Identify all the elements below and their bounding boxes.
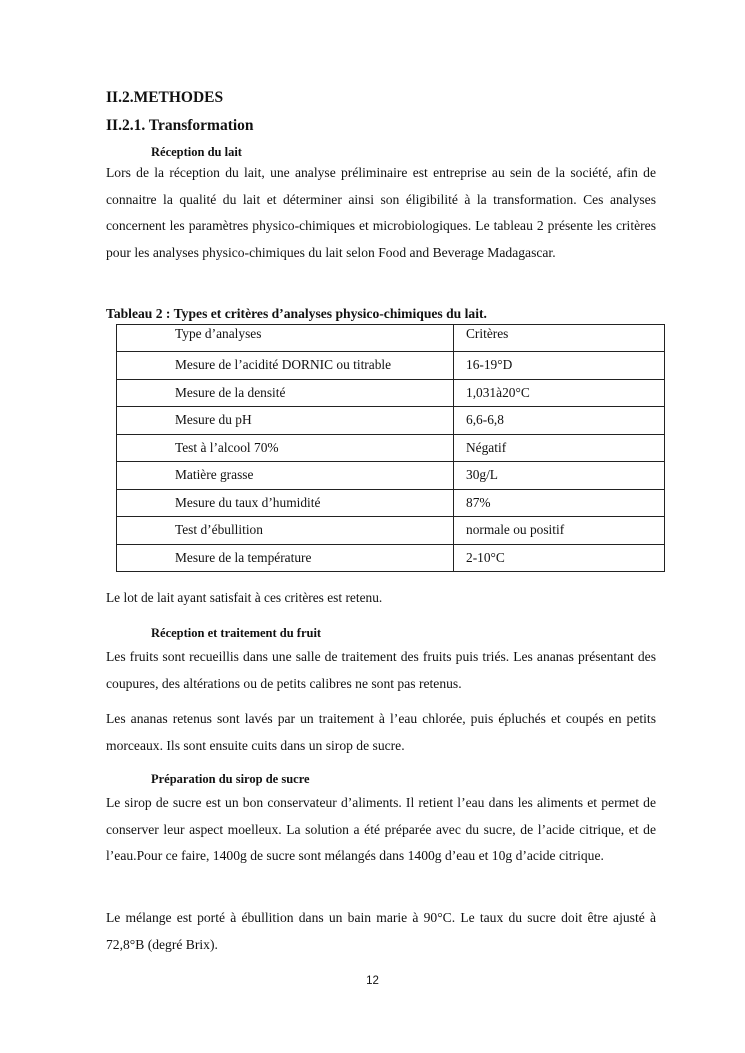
criterion-cell: 16-19°D xyxy=(454,352,665,380)
table-header-row xyxy=(117,325,665,352)
table-row xyxy=(117,489,665,517)
reception-fruit-paragraph-2: Les ananas retenus sont lavés par un traitement à l’eau chlorée, puis épluchés et coupés en petits morceaux. Ils sont ensuite cuits dans un sirop de sucre. xyxy=(106,711,656,753)
criteria-table xyxy=(116,324,665,572)
criterion-cell: 6,6-6,8 xyxy=(454,407,665,435)
table-row xyxy=(117,434,665,462)
reception-fruit-heading: Réception et traitement du fruit xyxy=(151,626,322,640)
table-row xyxy=(117,407,665,435)
analysis-type-cell: Mesure de la température xyxy=(117,544,454,572)
criterion-cell: 1,031à20°C xyxy=(454,379,665,407)
section-heading: II.2.METHODES xyxy=(106,89,224,106)
analysis-type-cell: Mesure de la densité xyxy=(117,379,454,407)
page-number: 12 xyxy=(366,975,379,987)
analysis-type-cell: Mesure du pH xyxy=(117,407,454,435)
subsection-heading: II.2.1. Transformation xyxy=(106,117,254,134)
table-row xyxy=(117,544,665,572)
criterion-cell: normale ou positif xyxy=(454,517,665,545)
analysis-type-cell: Matière grasse xyxy=(117,462,454,490)
criterion-cell: 2-10°C xyxy=(454,544,665,572)
reception-fruit-paragraph-1: Les fruits sont recueillis dans une salle de traitement des fruits puis triés. Les ananas présentant des coupures, des altérations ou de petits calibres ne sont pas retenus. xyxy=(106,649,656,691)
analysis-type-cell: Mesure de l’acidité DORNIC ou titrable xyxy=(117,352,454,380)
column-header-criteres: Critères xyxy=(454,325,665,352)
reception-lait-heading: Réception du lait xyxy=(151,145,242,159)
table-row xyxy=(117,462,665,490)
table-caption: Tableau 2 : Types et critères d’analyses physico-chimiques du lait. xyxy=(106,306,487,321)
table-row xyxy=(117,517,665,545)
reception-lait-paragraph: Lors de la réception du lait, une analyse préliminaire est entreprise au sein de la société, afin de connaitre la qualité du lait et déterminer ainsi son éligibilité à la transformation. Ces analyses concernent les paramètres physico-chimiques et microbiologiques. Le tableau 2 présente les critères pour les analyses physico-chimiques du lait selon Food and Beverage Madagascar. xyxy=(106,165,656,260)
table-row xyxy=(117,352,665,380)
sirop-paragraph-2: Le mélange est porté à ébullition dans un bain marie à 90°C. Le taux du sucre doit être ajusté à 72,8°B (degré Brix). xyxy=(106,910,656,952)
sirop-paragraph-1: Le sirop de sucre est un bon conservateur d’aliments. Il retient l’eau dans les aliments et permet de conserver leur aspect moelleux. La solution a été préparée avec du sucre, de l’acide citrique, et de l’eau.Pour ce faire, 1400g de sucre sont mélangés dans 1400g d’eau et 10g d’acide citrique. xyxy=(106,795,656,863)
criterion-cell: 30g/L xyxy=(454,462,665,490)
criterion-cell: 87% xyxy=(454,489,665,517)
analysis-type-cell: Test à l’alcool 70% xyxy=(117,434,454,462)
analysis-type-cell: Test d’ébullition xyxy=(117,517,454,545)
sirop-heading: Préparation du sirop de sucre xyxy=(151,772,310,786)
column-header-type: Type d’analyses xyxy=(117,325,454,352)
table-note: Le lot de lait ayant satisfait à ces critères est retenu. xyxy=(106,590,383,605)
analysis-type-cell: Mesure du taux d’humidité xyxy=(117,489,454,517)
table-row xyxy=(117,379,665,407)
criterion-cell: Négatif xyxy=(454,434,665,462)
